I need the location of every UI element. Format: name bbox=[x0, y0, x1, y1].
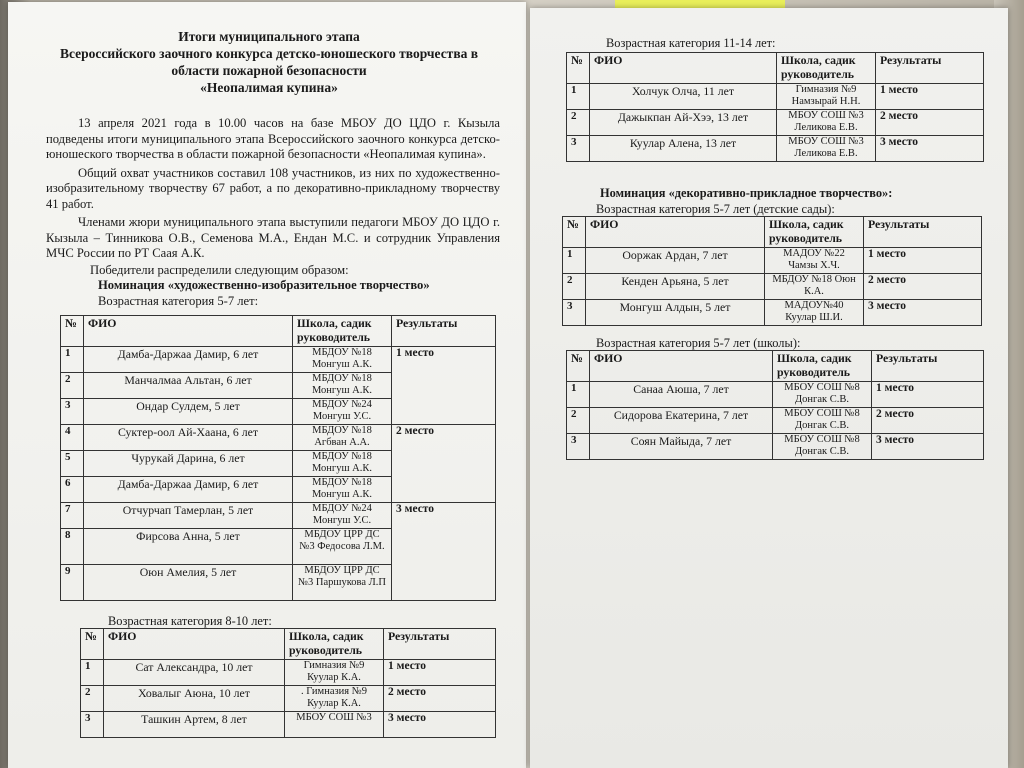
row-num: 7 bbox=[61, 503, 84, 529]
header-school: Школа, садик руководитель bbox=[765, 217, 864, 248]
intro-paragraph: 13 апреля 2021 года в 10.00 часов на базе МБОУ ДО ЦДО г. Кызыла подведены итоги муниципального этапа Всероссийского заочного конкурса детско-юношеского творчества в области пожарной безопасности «Неопалимая купина». bbox=[46, 116, 500, 161]
row-fio: Сат Александра, 10 лет bbox=[104, 660, 285, 686]
table-row bbox=[567, 382, 984, 408]
row-school: МБОУ СОШ №3 Леликова Е.В. bbox=[777, 110, 876, 136]
table-row bbox=[81, 686, 496, 712]
row-result: 1 место bbox=[384, 660, 496, 686]
row-num: 2 bbox=[567, 110, 590, 136]
row-school: МБДОУ №18 Оюн К.А. bbox=[765, 274, 864, 300]
table-header-row bbox=[567, 53, 984, 84]
header-result: Результаты bbox=[864, 217, 982, 248]
header-fio: ФИО bbox=[590, 351, 773, 382]
row-school: МБДОУ №18 Агбван А.А. bbox=[293, 425, 392, 451]
document-page-left bbox=[8, 2, 526, 768]
row-num: 1 bbox=[61, 347, 84, 373]
age-category-label: Возрастная категория 8-10 лет: bbox=[108, 614, 272, 628]
header-school: Школа, садик руководитель bbox=[773, 351, 872, 382]
row-num: 3 bbox=[563, 300, 586, 326]
row-num: 1 bbox=[563, 248, 586, 274]
age-category-label: Возрастная категория 5-7 лет (школы): bbox=[596, 336, 801, 350]
row-num: 2 bbox=[567, 408, 590, 434]
row-result: 2 место bbox=[872, 408, 984, 434]
row-fio: Монгуш Алдын, 5 лет bbox=[586, 300, 765, 326]
intro-text bbox=[46, 116, 500, 309]
row-school: МБДОУ №24 Монгуш У.С. bbox=[293, 503, 392, 529]
table-row bbox=[567, 110, 984, 136]
table-row bbox=[567, 136, 984, 162]
row-fio: Ооржак Ардан, 7 лет bbox=[586, 248, 765, 274]
header-fio: ФИО bbox=[586, 217, 765, 248]
row-school: . Гимназия №9 Куулар К.А. bbox=[285, 686, 384, 712]
header-num: № bbox=[563, 217, 586, 248]
header-result: Результаты bbox=[872, 351, 984, 382]
table-row bbox=[567, 434, 984, 460]
row-school: МБДОУ №18 Монгуш А.К. bbox=[293, 477, 392, 503]
row-school: МБДОУ №18 Монгуш А.К. bbox=[293, 373, 392, 399]
age-category-label: Возрастная категория 5-7 лет: bbox=[98, 293, 259, 308]
row-school: Гимназия №9 Куулар К.А. bbox=[285, 660, 384, 686]
header-fio: ФИО bbox=[84, 316, 293, 347]
row-school: МБОУ СОШ №3 Леликова Е.В. bbox=[777, 136, 876, 162]
row-school: МБДОУ ЦРР ДС №3 Паршукова Л.П bbox=[293, 565, 392, 601]
row-result: 3 место bbox=[872, 434, 984, 460]
row-school: МБОУ СОШ №3 bbox=[285, 712, 384, 738]
row-num: 3 bbox=[61, 399, 84, 425]
nomination-heading: Номинация «декоративно-прикладное творчество»: bbox=[600, 186, 893, 200]
row-fio: Дажыкпан Ай-Хээ, 13 лет bbox=[590, 110, 777, 136]
table-header-row bbox=[567, 351, 984, 382]
header-fio: ФИО bbox=[590, 53, 777, 84]
table-header-row bbox=[563, 217, 982, 248]
table-row bbox=[61, 425, 496, 451]
row-num: 4 bbox=[61, 425, 84, 451]
document-title bbox=[38, 28, 500, 96]
row-fio: Кенден Арьяна, 5 лет bbox=[586, 274, 765, 300]
row-school: Гимназия №9 Намзырай Н.Н. bbox=[777, 84, 876, 110]
participants-paragraph: Общий охват участников составил 108 участников, из них по художественно-изобразительному творчеству 67 работ, а по декоративно-прикладному творчеству 41 работ. bbox=[46, 165, 500, 211]
row-fio: Суктер-оол Ай-Хаана, 6 лет bbox=[84, 425, 293, 451]
row-num: 6 bbox=[61, 477, 84, 503]
table-row bbox=[563, 248, 982, 274]
results-table-5-7 bbox=[60, 315, 496, 601]
title-line: области пожарной безопасности bbox=[171, 63, 367, 78]
row-num: 8 bbox=[61, 529, 84, 565]
row-fio: Санаа Аюша, 7 лет bbox=[590, 382, 773, 408]
header-school: Школа, садик руководитель bbox=[285, 629, 384, 660]
row-fio: Оюн Амелия, 5 лет bbox=[84, 565, 293, 601]
age-category-label: Возрастная категория 5-7 лет (детские сады): bbox=[596, 202, 835, 216]
row-fio: Ташкин Артем, 8 лет bbox=[104, 712, 285, 738]
table-row bbox=[81, 660, 496, 686]
header-result: Результаты bbox=[876, 53, 984, 84]
results-table-11-14 bbox=[566, 52, 984, 162]
table-row bbox=[61, 503, 496, 529]
row-school: МБДОУ ЦРР ДС №3 Федосова Л.М. bbox=[293, 529, 392, 565]
row-num: 3 bbox=[567, 434, 590, 460]
document-page-right bbox=[530, 8, 1008, 768]
row-school: МБДОУ №24 Монгуш У.С. bbox=[293, 399, 392, 425]
header-result: Результаты bbox=[392, 316, 496, 347]
row-result: 2 место bbox=[876, 110, 984, 136]
row-result: 2 место bbox=[384, 686, 496, 712]
row-result: 1 место bbox=[864, 248, 982, 274]
row-fio: Фирсова Анна, 5 лет bbox=[84, 529, 293, 565]
row-num: 3 bbox=[567, 136, 590, 162]
row-school: МБОУ СОШ №8 Донгак С.В. bbox=[773, 434, 872, 460]
table-header-row bbox=[61, 316, 496, 347]
title-line: Итоги муниципального этапа bbox=[178, 29, 360, 44]
row-fio: Отчурчап Тамерлан, 5 лет bbox=[84, 503, 293, 529]
results-table-schools bbox=[566, 350, 984, 460]
row-fio: Дамба-Даржаа Дамир, 6 лет bbox=[84, 347, 293, 373]
row-fio: Куулар Алена, 13 лет bbox=[590, 136, 777, 162]
header-num: № bbox=[567, 351, 590, 382]
row-result: 1 место bbox=[876, 84, 984, 110]
row-result: 2 место bbox=[864, 274, 982, 300]
winners-intro: Победители распределили следующим образом: bbox=[90, 262, 349, 277]
row-result: 3 место bbox=[876, 136, 984, 162]
row-school: МБДОУ №18 Монгуш А.К. bbox=[293, 451, 392, 477]
row-fio: Ховалыг Аюна, 10 лет bbox=[104, 686, 285, 712]
header-num: № bbox=[567, 53, 590, 84]
row-num: 1 bbox=[567, 84, 590, 110]
header-school: Школа, садик руководитель bbox=[293, 316, 392, 347]
title-line: «Неопалимая купина» bbox=[200, 80, 338, 95]
header-num: № bbox=[81, 629, 104, 660]
row-num: 2 bbox=[61, 373, 84, 399]
row-school: МАДОУ №22 Чамзы Х.Ч. bbox=[765, 248, 864, 274]
row-num: 1 bbox=[81, 660, 104, 686]
row-num: 9 bbox=[61, 565, 84, 601]
title-line: Всероссийского заочного конкурса детско-юношеского творчества в bbox=[59, 46, 479, 61]
row-result: 3 место bbox=[384, 712, 496, 738]
row-result: 2 место bbox=[392, 425, 496, 503]
results-table-8-10 bbox=[80, 628, 496, 738]
table-row bbox=[81, 712, 496, 738]
row-num: 2 bbox=[563, 274, 586, 300]
header-fio: ФИО bbox=[104, 629, 285, 660]
header-result: Результаты bbox=[384, 629, 496, 660]
row-num: 1 bbox=[567, 382, 590, 408]
row-result: 1 место bbox=[392, 347, 496, 425]
row-fio: Манчалмаа Альтан, 6 лет bbox=[84, 373, 293, 399]
table-row bbox=[567, 408, 984, 434]
row-result: 3 место bbox=[392, 503, 496, 601]
row-num: 5 bbox=[61, 451, 84, 477]
row-school: МАДОУ№40 Куулар Ш.И. bbox=[765, 300, 864, 326]
header-num: № bbox=[61, 316, 84, 347]
row-fio: Соян Майыда, 7 лет bbox=[590, 434, 773, 460]
row-school: МБОУ СОШ №8 Донгак С.В. bbox=[773, 382, 872, 408]
row-result: 1 место bbox=[872, 382, 984, 408]
row-result: 3 место bbox=[864, 300, 982, 326]
row-fio: Холчук Олча, 11 лет bbox=[590, 84, 777, 110]
row-fio: Чурукай Дарина, 6 лет bbox=[84, 451, 293, 477]
row-school: МБОУ СОШ №8 Донгак С.В. bbox=[773, 408, 872, 434]
table-row bbox=[563, 300, 982, 326]
table-row bbox=[61, 347, 496, 373]
row-fio: Дамба-Даржаа Дамир, 6 лет bbox=[84, 477, 293, 503]
header-school: Школа, садик руководитель bbox=[777, 53, 876, 84]
row-num: 3 bbox=[81, 712, 104, 738]
table-row bbox=[567, 84, 984, 110]
jury-paragraph: Членами жюри муниципального этапа выступили педагоги МБОУ ДО ЦДО г. Кызыла – Тинникова О.В., Семенова М.А., Ендан М.С. и сотрудник Управления МЧС России по РТ Саая А.К. bbox=[46, 215, 500, 260]
table-row bbox=[563, 274, 982, 300]
nomination-heading: Номинация «художественно-изобразительное творчество» bbox=[98, 278, 430, 292]
row-school: МБДОУ №18 Монгуш А.К. bbox=[293, 347, 392, 373]
row-num: 2 bbox=[81, 686, 104, 712]
table-header-row bbox=[81, 629, 496, 660]
row-fio: Сидорова Екатерина, 7 лет bbox=[590, 408, 773, 434]
row-fio: Ондар Сулдем, 5 лет bbox=[84, 399, 293, 425]
results-table-kindergarten bbox=[562, 216, 982, 326]
age-category-label: Возрастная категория 11-14 лет: bbox=[606, 36, 776, 50]
